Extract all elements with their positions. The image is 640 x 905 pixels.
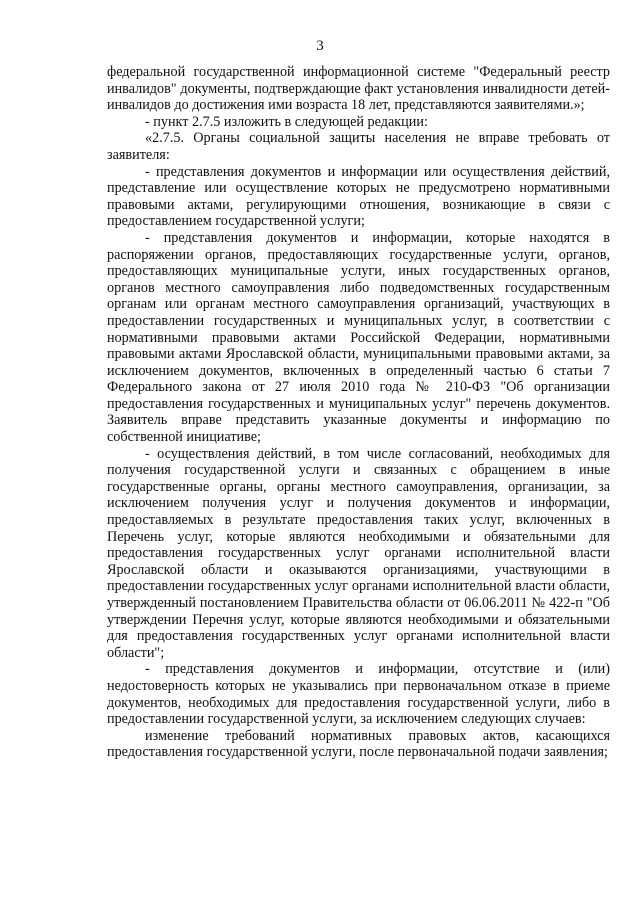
paragraph-amendment-instruction: - пункт 2.7.5 изложить в следующей редакции: [145,113,428,130]
paragraph-clause-heading: «2.7.5. Органы социальной защиты населения не вправе требовать от заявителя: [107,130,610,163]
paragraph-case: изменение требований нормативных правовых актов, касающихся предоставления государственной услуги, после первоначальной подачи заявления; [107,727,610,761]
paragraph-list-item: - осуществления действий, в том числе согласований, необходимых для получения государственной услуги и связанных с обращением в иные государственные органы, органы местного самоуправления, организации, за исключением получения услуг и получения документов и информации, предоставляемых в результате предоставления таких услуг, включенных в Перечень услуг, которые являются необходимыми и обязательными для предоставления государственных услуг органами исполнительной власти Ярославской области и оказываются организациями, участвующими в предоставлении государственных услуг органами исполнительной власти области, утвержденный постановлением Правительства области от 06.06.2011 № 422-п "Об утверждении Перечня услуг, которые являются необходимыми и обязательными для предоставления государственных услуг органами исполнительной власти области"; [107,445,610,661]
paragraph-continuation: федеральной государственной информационной системе "Федеральный реестр инвалидов" документы, подтверждающие факт установления инвалидности детей-инвалидов до достижения ими возраста 18 лет, представляются заявителями.»; [107,64,610,114]
document-body [107,64,610,761]
paragraph-list-item: - представления документов и информации, которые находятся в распоряжении органов, предоставляющих государственные услуги, органов, предоставляющих муниципальные услуги, иных государственных органов, органов местного самоуправления либо подведомственных государственным органам или органам местного самоуправления организаций, участвующих в предоставлении государственных и муниципальных услуг, в соответствии с нормативными правовыми актами Российской Федерации, нормативными правовыми актами Ярославской области, муниципальными правовыми актами, за исключением документов, включенных в определенный частью 6 статьи 7 Федерального закона от 27 июля 2010 года № 210-ФЗ "Об организации предоставления государственных и муниципальных услуг" перечень документов. Заявитель вправе представить указанные документы и информацию по собственной инициативе; [107,229,610,446]
paragraph-list-item: - представления документов и информации, отсутствие и (или) недостоверность которых не указывались при первоначальном отказе в приеме документов, необходимых для предоставления государственной услуги, либо в предоставлении государственной услуги, за исключением следующих случаев: [107,661,610,728]
page-number: 3 [316,38,324,54]
paragraph-list-item: - представления документов и информации или осуществления действий, представление или осуществление которых не предусмотрено нормативными правовыми актами, регулирующими отношения, возникающие в связи с предоставлением государственной услуги; [107,163,610,230]
